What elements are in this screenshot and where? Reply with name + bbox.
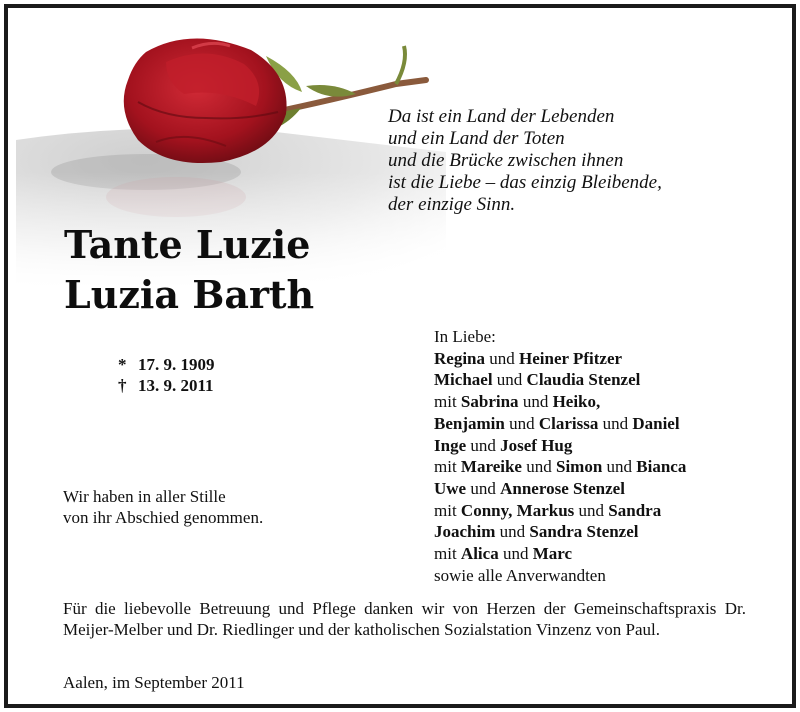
mourner-name: Michael (434, 370, 493, 390)
mourner-name: Daniel (632, 413, 680, 433)
mourner-name: Marc (532, 544, 573, 564)
mourner-line (434, 478, 686, 500)
mourner-name: Heiner Pfitzer (519, 348, 623, 368)
mourner-name: Uwe (434, 478, 467, 498)
mourner-connector: und (602, 457, 637, 477)
mourner-connector: und (504, 413, 539, 433)
mourner-name: Benjamin (434, 413, 505, 433)
mourner-line (434, 565, 686, 587)
birth-date: 17. 9. 1909 (138, 355, 215, 374)
mourner-name: Bianca (636, 457, 687, 477)
mourner-name: Heiko, (552, 392, 601, 412)
mourner-name: Sandra (608, 500, 662, 520)
deceased-nickname: Tante Luzie (64, 222, 311, 267)
mourner-name: Alica (460, 544, 499, 564)
mourner-line (434, 413, 686, 435)
mourner-name: Sandra Stenzel (529, 522, 639, 542)
deceased-full-name: Luzia Barth (64, 272, 315, 317)
mourner-connector: und (466, 478, 501, 498)
mourner-connector: und (492, 370, 527, 390)
mourner-name: Joachim (434, 522, 496, 542)
poem-line: der einzige Sinn. (388, 194, 516, 215)
mourner-connector: und (518, 392, 553, 412)
poem-line: und die Brücke zwischen ihnen (388, 150, 624, 171)
mourners-list (434, 326, 686, 586)
mourner-connector: und (466, 435, 501, 455)
mourner-connector: mit (434, 544, 461, 564)
mourner-line (434, 348, 686, 370)
mourner-name: Conny, Markus (460, 500, 575, 520)
mourner-connector: und (495, 522, 530, 542)
mourner-name: Regina (434, 348, 485, 368)
mourner-line (434, 369, 686, 391)
mourner-connector: mit (434, 457, 461, 477)
mourner-name: Simon (555, 457, 603, 477)
death-symbol: † (118, 376, 127, 395)
mourner-line (434, 435, 686, 457)
death-date: 13. 9. 2011 (138, 376, 214, 395)
mourner-name: Josef Hug (500, 435, 573, 455)
mourner-line (434, 456, 686, 478)
mourner-line (434, 500, 686, 522)
poem (388, 106, 662, 216)
mourner-connector: und (485, 348, 519, 368)
life-dates (118, 354, 215, 396)
mourner-name: Mareike (460, 457, 522, 477)
mourner-connector: und (574, 500, 609, 520)
mourner-connector: mit (434, 500, 461, 520)
farewell-text (63, 486, 263, 528)
mourner-connector: und (498, 544, 533, 564)
mourner-connector: mit (434, 392, 461, 412)
mourner-line (434, 521, 686, 543)
obituary-notice (4, 4, 796, 708)
farewell-line: Wir haben in aller Stille (63, 487, 226, 506)
birth-symbol: * (118, 355, 127, 374)
mourner-name: Claudia Stenzel (526, 370, 641, 390)
poem-line: ist die Liebe – das einzig Bleibende, (388, 172, 662, 193)
birth-date-row (118, 354, 215, 375)
place-date: Aalen, im September 2011 (63, 673, 245, 692)
mourner-connector: und (521, 457, 556, 477)
mourner-line (434, 543, 686, 565)
mourner-connector: und (598, 413, 633, 433)
poem-line: Da ist ein Land der Lebenden (388, 106, 615, 127)
thanks-paragraph: Für die liebevolle Betreuung und Pflege danken wir von Herzen der Gemeinschaftspraxis Dr. Meijer-Melber und Dr. Riedlinger und der katholischen Sozialstation Vinzenz von Paul. (63, 599, 746, 639)
mourner-name: Clarissa (538, 413, 599, 433)
mourner-name: Inge (434, 435, 467, 455)
farewell-line: von ihr Abschied genommen. (63, 508, 264, 527)
mourners-intro: In Liebe: (434, 327, 496, 346)
death-date-row (118, 375, 215, 396)
mourner-line (434, 391, 686, 413)
poem-line: und ein Land der Toten (388, 128, 565, 149)
mourner-connector: sowie alle Anverwandten (434, 565, 606, 585)
mourner-name: Sabrina (460, 392, 519, 412)
mourner-name: Annerose Stenzel (500, 478, 625, 498)
